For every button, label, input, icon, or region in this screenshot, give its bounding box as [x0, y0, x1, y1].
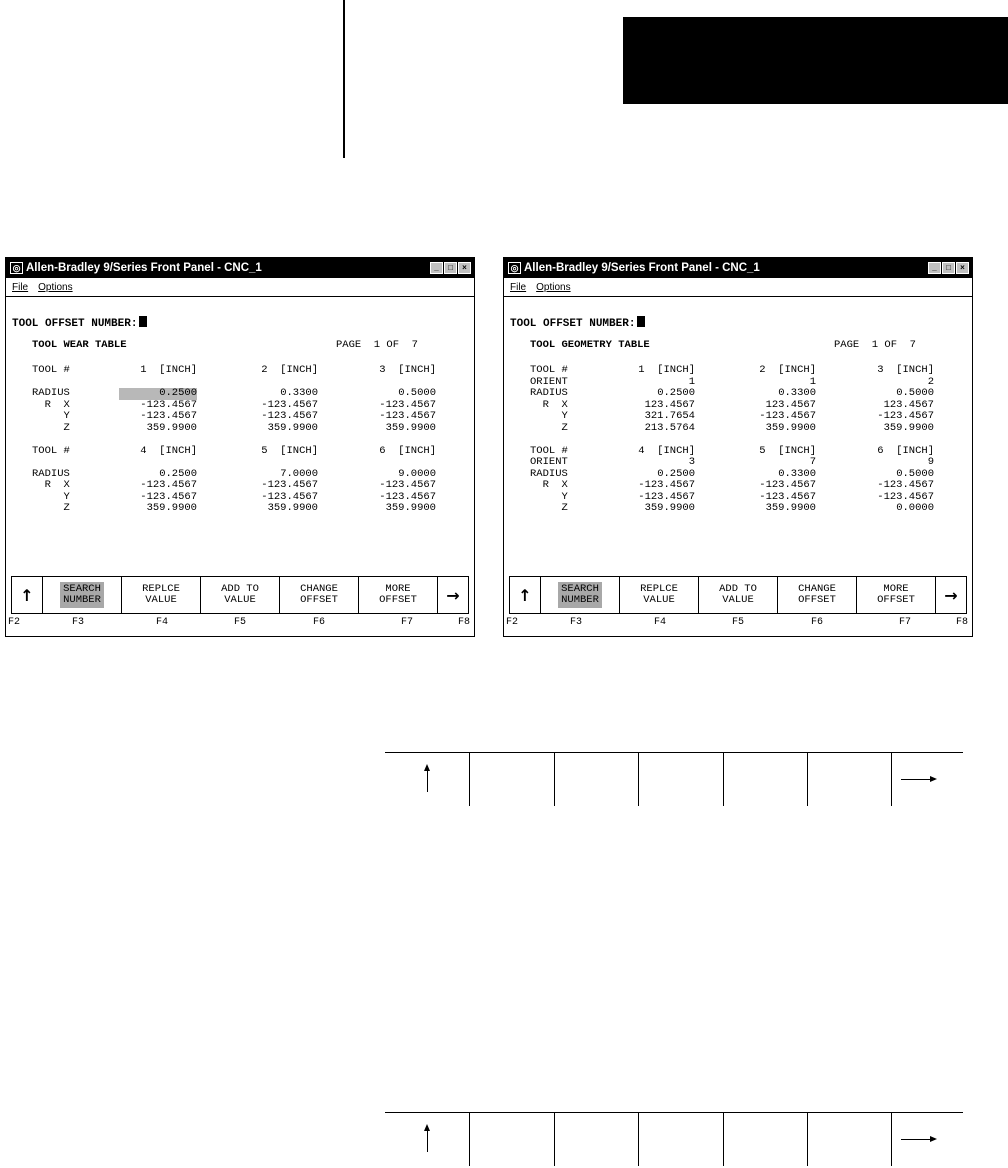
cell-col-1: 0.2500 [159, 467, 197, 480]
up-arrow-icon [427, 766, 428, 792]
row-label: Z [32, 502, 70, 514]
cell-col-3: 2 [927, 375, 934, 388]
softkey-divider [723, 753, 724, 806]
window-title: Allen-Bradley 9/Series Front Panel - CNC_1 [26, 262, 262, 274]
cnc-app-icon: ◎ [10, 262, 23, 274]
softkey-divider [807, 1113, 808, 1166]
cell-col-1: -123.4567 [140, 398, 197, 411]
cell-col-2: 5 [INCH] [261, 444, 318, 457]
cell-col-3: -123.4567 [379, 490, 436, 503]
table-row [504, 457, 973, 469]
cell-col-2: 2 [INCH] [261, 364, 318, 376]
fkey-label: F4 [654, 617, 667, 628]
cell-col-2: 7.0000 [280, 467, 318, 480]
row-label: Y [530, 410, 568, 422]
active-cell: 0.2500 [119, 388, 197, 400]
right-arrow-icon [901, 779, 935, 780]
softkey-divider [891, 753, 892, 806]
tool-offset-number-input[interactable] [12, 316, 147, 331]
softkey-divider [723, 1113, 724, 1166]
cell-col-1: 4 [INCH] [140, 444, 197, 457]
cell-col-3: 9.0000 [398, 467, 436, 480]
window-title: Allen-Bradley 9/Series Front Panel - CNC_1 [524, 262, 760, 274]
softkey-3[interactable] [698, 577, 777, 613]
cnc-app-icon: ◎ [508, 262, 521, 274]
row-label: RADIUS [32, 467, 70, 480]
cell-col-1: 4 [INCH] [638, 444, 695, 457]
minimize-icon[interactable]: _ [430, 262, 443, 274]
cell-col-3: 0.5000 [398, 387, 436, 399]
cell-col-2: -123.4567 [261, 479, 318, 491]
cell-col-1: 321.7654 [644, 410, 695, 422]
cell-col-2: -123.4567 [759, 490, 816, 503]
softkey-divider [638, 753, 639, 806]
softkey-diagram-row-2 [385, 1112, 963, 1167]
menu-file[interactable]: File [12, 281, 29, 293]
table-row [504, 423, 973, 435]
table-row [6, 503, 475, 515]
front-panel-window-geometry [503, 257, 973, 637]
header-tab-block [623, 17, 1008, 104]
softkey-divider [469, 1113, 470, 1166]
cell-col-2: 123.4567 [765, 398, 816, 411]
fkey-label: F8 [458, 617, 471, 628]
fkey-label: F3 [570, 617, 583, 628]
row-label: Y [32, 410, 70, 422]
text-cursor [139, 316, 147, 327]
cell-col-3: 6 [INCH] [379, 444, 436, 457]
table-row [6, 365, 475, 377]
softkey-label: REPLCE VALUE [142, 583, 180, 606]
cell-col-3: -123.4567 [877, 490, 934, 503]
softkey-label: ADD TO VALUE [719, 583, 757, 606]
cell-col-3: 359.9900 [385, 502, 436, 514]
cell-col-3: -123.4567 [877, 410, 934, 422]
cell-col-1: 359.9900 [146, 502, 197, 514]
table-row [504, 411, 973, 423]
cell-col-2: 2 [INCH] [759, 364, 816, 376]
table-row [6, 446, 475, 458]
row-label: R X [530, 479, 568, 491]
cell-col-1: 3 [688, 456, 695, 468]
softkey-label: CHANGE OFFSET [798, 583, 836, 606]
table-row [6, 411, 475, 423]
cell-col-3: 0.5000 [896, 467, 934, 480]
cell-col-1: 359.9900 [644, 502, 695, 514]
menu-bar [504, 278, 972, 297]
fkey-label: F8 [956, 617, 969, 628]
table-row [504, 503, 973, 515]
close-icon[interactable]: × [458, 262, 471, 274]
table-title: TOOL GEOMETRY TABLE [530, 339, 650, 351]
softkey-2[interactable] [121, 577, 200, 613]
cell-col-3: 359.9900 [883, 421, 934, 434]
cell-col-2: 359.9900 [765, 502, 816, 514]
row-label: R X [32, 479, 70, 491]
up-arrow-icon [427, 1126, 428, 1152]
softkey-1[interactable] [42, 577, 121, 613]
menu-options[interactable]: Options [536, 281, 571, 293]
vertical-rule [343, 0, 345, 158]
fkey-label: F5 [234, 617, 247, 628]
row-label: Y [32, 490, 70, 503]
table-row [504, 446, 973, 458]
cell-col-1: 0.2500 [657, 467, 695, 480]
cell-col-3: 3 [INCH] [379, 364, 436, 376]
cell-col-2: 359.9900 [267, 421, 318, 434]
cell-col-1: -123.4567 [140, 479, 197, 491]
cell-col-2: -123.4567 [261, 490, 318, 503]
table-row [6, 423, 475, 435]
cell-col-1: 1 [688, 375, 695, 388]
window-controls [430, 262, 471, 274]
title-bar [504, 258, 972, 278]
function-key-labels [504, 617, 973, 629]
row-label: Z [530, 502, 568, 514]
prompt-label: TOOL OFFSET NUMBER: [510, 318, 636, 330]
cell-col-3: 6 [INCH] [877, 444, 934, 457]
cell-col-1: 123.4567 [644, 398, 695, 411]
fkey-label: F4 [156, 617, 169, 628]
fkey-label: F7 [899, 617, 912, 628]
cell-col-3: 123.4567 [883, 398, 934, 411]
menu-bar [6, 278, 474, 297]
cell-col-2: 359.9900 [267, 502, 318, 514]
cell-col-1: 213.5764 [644, 421, 695, 434]
page-indicator: PAGE 1 OF 7 [336, 339, 418, 351]
cell-col-3: -123.4567 [877, 479, 934, 491]
softkey-label: ADD TO VALUE [221, 583, 259, 606]
table-row [504, 365, 973, 377]
cell-col-3: 0.0000 [896, 502, 934, 514]
softkey-divider [638, 1113, 639, 1166]
row-label: RADIUS [530, 467, 568, 480]
cell-col-3: -123.4567 [379, 410, 436, 422]
softkey-divider [807, 753, 808, 806]
softkey-bar [11, 576, 469, 614]
cell-col-3: -123.4567 [379, 398, 436, 411]
up-arrow-button[interactable]: ↑ [518, 585, 532, 605]
window-controls [928, 262, 969, 274]
front-panel-window-wear [5, 257, 475, 637]
row-label: RADIUS [530, 387, 568, 399]
table-row [6, 388, 475, 400]
softkey-5[interactable] [358, 577, 437, 613]
row-label: Z [530, 421, 568, 434]
fkey-label: F5 [732, 617, 745, 628]
cell-col-1: 359.9900 [146, 421, 197, 434]
row-label: ORIENT [530, 456, 568, 468]
function-key-labels [6, 617, 475, 629]
row-label: TOOL # [530, 364, 568, 376]
table-row [504, 480, 973, 492]
cell-col-3: 0.5000 [896, 387, 934, 399]
softkey-diagram-row-1 [385, 752, 963, 807]
cell-col-3: -123.4567 [379, 479, 436, 491]
cell-col-3: 359.9900 [385, 421, 436, 434]
fkey-label: F2 [8, 617, 21, 628]
cell-col-2: -123.4567 [759, 479, 816, 491]
cell-col-3: 3 [INCH] [877, 364, 934, 376]
cell-col-1: -123.4567 [638, 479, 695, 491]
table-row [504, 434, 973, 446]
maximize-icon[interactable]: □ [942, 262, 955, 274]
cell-col-1: -123.4567 [140, 410, 197, 422]
cell-col-3: 9 [927, 456, 934, 468]
cell-col-1: -123.4567 [140, 490, 197, 503]
table-row [6, 457, 475, 469]
cell-col-1: 0.2500 [657, 387, 695, 399]
text-cursor [637, 316, 645, 327]
row-label: Y [530, 490, 568, 503]
table-row [6, 480, 475, 492]
row-label: R X [530, 398, 568, 411]
up-arrow-button[interactable]: ↑ [20, 585, 34, 605]
table-title: TOOL WEAR TABLE [32, 339, 127, 351]
fkey-label: F6 [811, 617, 824, 628]
cell-col-2: 0.3300 [778, 387, 816, 399]
cell-col-1: 1 [INCH] [140, 364, 197, 376]
softkey-4[interactable] [279, 577, 358, 613]
softkey-bar [509, 576, 967, 614]
close-icon[interactable]: × [956, 262, 969, 274]
title-bar [6, 258, 474, 278]
fkey-label: F2 [506, 617, 519, 628]
fkey-label: F7 [401, 617, 414, 628]
softkey-divider [554, 1113, 555, 1166]
cell-col-2: 1 [809, 375, 816, 388]
maximize-icon[interactable]: □ [444, 262, 457, 274]
menu-file[interactable]: File [510, 281, 527, 293]
cell-col-2: -123.4567 [261, 398, 318, 411]
cell-col-2: 0.3300 [778, 467, 816, 480]
softkey-1[interactable] [540, 577, 619, 613]
tool-offset-number-input[interactable] [510, 316, 645, 331]
row-label: RADIUS [32, 387, 70, 399]
softkey-4[interactable] [777, 577, 856, 613]
cell-col-2: 0.3300 [280, 387, 318, 399]
row-label: TOOL # [32, 444, 70, 457]
softkey-2[interactable] [619, 577, 698, 613]
softkey-label: SEARCH NUMBER [60, 582, 104, 608]
right-arrow-button[interactable]: → [935, 577, 966, 613]
cell-col-1: 1 [INCH] [638, 364, 695, 376]
cell-col-2: 5 [INCH] [759, 444, 816, 457]
right-arrow-button[interactable]: → [437, 577, 468, 613]
cell-col-2: -123.4567 [261, 410, 318, 422]
softkey-5[interactable] [856, 577, 935, 613]
minimize-icon[interactable]: _ [928, 262, 941, 274]
cell-col-2: 7 [809, 456, 816, 468]
fkey-label: F6 [313, 617, 326, 628]
cell-col-2: 359.9900 [765, 421, 816, 434]
table-row [504, 388, 973, 400]
row-label: R X [32, 398, 70, 411]
softkey-3[interactable] [200, 577, 279, 613]
row-label: TOOL # [32, 364, 70, 376]
softkey-divider [469, 753, 470, 806]
softkey-divider [891, 1113, 892, 1166]
softkey-label: REPLCE VALUE [640, 583, 678, 606]
softkey-label: MORE OFFSET [877, 583, 915, 606]
prompt-label: TOOL OFFSET NUMBER: [12, 318, 138, 330]
menu-options[interactable]: Options [38, 281, 73, 293]
table-row [6, 434, 475, 446]
cell-col-1: -123.4567 [638, 490, 695, 503]
softkey-label: CHANGE OFFSET [300, 583, 338, 606]
softkey-label: MORE OFFSET [379, 583, 417, 606]
cell-col-2: -123.4567 [759, 410, 816, 422]
page-indicator: PAGE 1 OF 7 [834, 339, 916, 351]
row-label: TOOL # [530, 444, 568, 457]
fkey-label: F3 [72, 617, 85, 628]
right-arrow-icon [901, 1139, 935, 1140]
softkey-label: SEARCH NUMBER [558, 582, 602, 608]
row-label: ORIENT [530, 375, 568, 388]
softkey-divider [554, 753, 555, 806]
row-label: Z [32, 421, 70, 434]
